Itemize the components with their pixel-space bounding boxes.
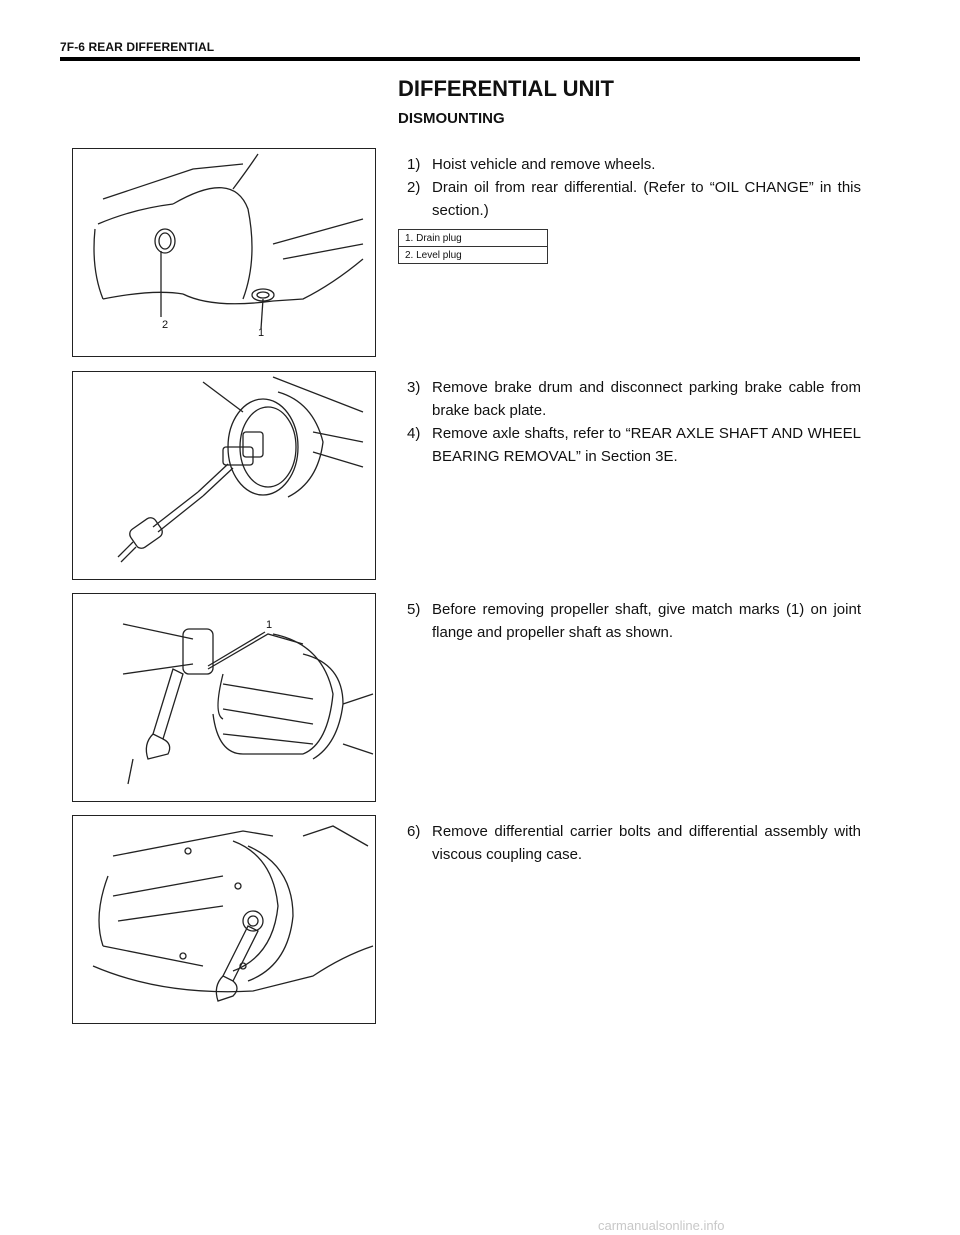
header-rule <box>60 57 860 61</box>
step-text: Drain oil from rear differential. (Refer to “OIL CHANGE” in this section.) <box>432 179 861 219</box>
step-number: 4) <box>407 425 421 442</box>
step-text: Hoist vehicle and remove wheels. <box>432 156 656 173</box>
legend-row <box>399 247 548 264</box>
legend-table <box>398 229 548 264</box>
watermark-footer[interactable]: carmanualsonline.info <box>598 1218 725 1233</box>
step-text: Before removing propeller shaft, give match marks (1) on joint flange and propeller shaft as shown. <box>432 601 861 641</box>
step-text: Remove axle shafts, refer to “REAR AXLE SHAFT AND WHEEL BEARING REMOVAL” in Section 3E. <box>432 425 861 465</box>
figure-carrier-bolts <box>72 815 376 1024</box>
legend-entry: 2. Level plug <box>399 247 548 264</box>
step-5 <box>407 598 861 644</box>
step-text: Remove differential carrier bolts and differential assembly with viscous coupling case. <box>432 823 861 863</box>
running-header: 7F-6 REAR DIFFERENTIAL <box>60 40 215 54</box>
step-number: 2) <box>407 179 421 196</box>
section-subtitle: DISMOUNTING <box>398 110 505 127</box>
callout-2: 2 <box>162 319 169 331</box>
step-number: 6) <box>407 823 421 840</box>
callout-1-match-mark: 1 <box>266 619 273 631</box>
legend-row <box>399 230 548 247</box>
step-3 <box>407 376 861 422</box>
figure-propeller-shaft <box>72 593 376 802</box>
step-2 <box>407 176 861 222</box>
legend-entry: 1. Drain plug <box>399 230 548 247</box>
step-1 <box>407 153 861 176</box>
figure-brake-cable <box>72 371 376 580</box>
step-number: 3) <box>407 379 421 396</box>
callout-1: 1 <box>258 327 265 339</box>
section-title: DIFFERENTIAL UNIT <box>398 76 614 101</box>
step-4 <box>407 422 861 468</box>
step-text: Remove brake drum and disconnect parking brake cable from brake back plate. <box>432 379 861 419</box>
step-number: 1) <box>407 156 421 173</box>
step-number: 5) <box>407 601 421 618</box>
step-6 <box>407 820 861 866</box>
figure-drain-plug <box>72 148 376 357</box>
